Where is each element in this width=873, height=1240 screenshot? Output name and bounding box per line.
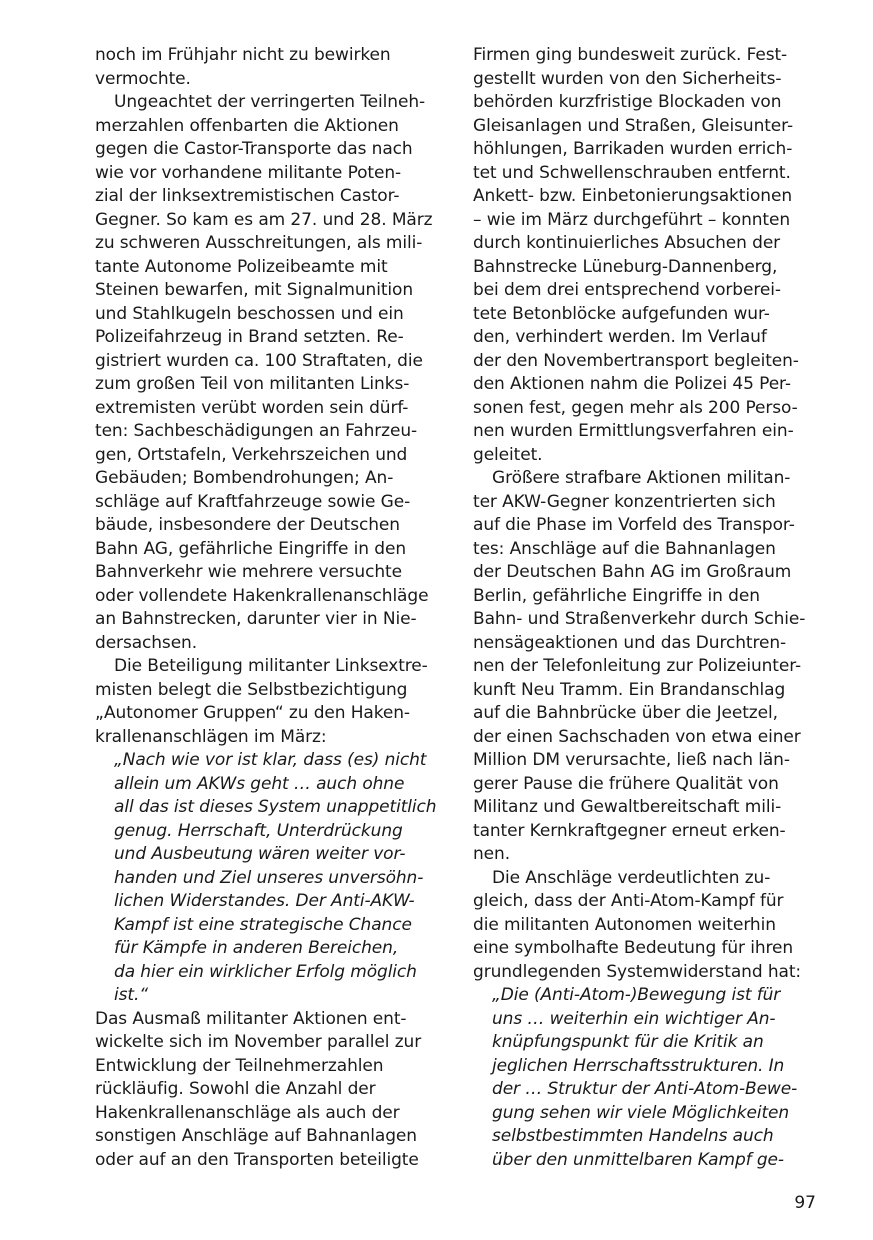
text-line: gerer Pause die frühere Qualität von — [473, 773, 779, 794]
text-line: Steinen bewarfen, mit Signalmunition — [95, 280, 414, 300]
text-line: Bahnstrecke Lüneburg-Dannenberg, — [473, 256, 778, 277]
text-line: extremisten verübt worden sein dürf- — [95, 397, 409, 418]
quote-line: genug. Herrschaft, Unterdrückung — [114, 820, 403, 841]
text-line: Bahnverkehr wie mehrere versuchte — [95, 562, 402, 582]
text-line: gistriert wurden ca. 100 Straftaten, die — [95, 350, 423, 371]
page-number: 97 — [794, 1193, 816, 1213]
text-line: eine symbolhafte Bedeutung für ihren — [473, 938, 794, 958]
right-text-column — [473, 44, 833, 1172]
text-line: zu schweren Ausschreitungen, als mili- — [95, 233, 423, 253]
text-line: gestellt wurden von den Sicherheits- — [473, 68, 782, 89]
text-line: Ankett- bzw. Einbetonierungsaktionen — [473, 186, 792, 206]
quote-line: selbstbestimmten Handelns auch — [492, 1126, 774, 1146]
text-line: merzahlen offenbarten die Aktionen — [95, 115, 399, 136]
text-line: gen, Ortstafeln, Verkehrszeichen und — [95, 444, 408, 465]
text-line: noch im Frühjahr nicht zu bewirken — [95, 45, 391, 65]
text-line: gegen die Castor-Transporte das nach — [95, 139, 413, 159]
text-line: gleich, dass der Anti-Atom-Kampf für — [473, 891, 784, 911]
text-line: den, verhindert werden. Im Verlauf — [473, 327, 767, 347]
text-line: Gegner. So kam es am 27. und 28. März — [95, 209, 433, 230]
text-line: Größere strafbare Aktionen militan- — [492, 468, 791, 488]
text-line: tante Autonome Polizeibeamte mit — [95, 256, 388, 277]
text-line: der Deutschen Bahn AG im Großraum — [473, 562, 792, 582]
text-line: tet und Schwellenschrauben entfernt. — [473, 162, 791, 183]
text-line: durch kontinuierliches Absuchen der — [473, 233, 781, 253]
text-line: Million DM verursachte, ließ nach län- — [473, 750, 790, 770]
text-line: zum großen Teil von militanten Links- — [95, 374, 410, 394]
text-line: die militanten Autonomen weiterhin — [473, 914, 776, 935]
text-line: Bahn AG, gefährliche Eingriffe in den — [95, 538, 406, 559]
text-line: misten belegt die Selbstbezichtigung — [95, 679, 408, 700]
quote-line: „Nach wie vor ist klar, dass (es) nicht — [114, 750, 427, 770]
text-line: bei dem drei entsprechend vorberei- — [473, 280, 781, 300]
left-text-column — [95, 44, 455, 1172]
text-line: schläge auf Kraftfahrzeuge sowie Ge- — [95, 491, 411, 512]
quote-line: der … Struktur der Anti-Atom-Bewe- — [492, 1079, 798, 1099]
text-line: Die Anschläge verdeutlichten zu- — [492, 867, 771, 888]
quote-line: ist.“ — [114, 985, 148, 1005]
text-line: „Autonomer Gruppen“ zu den Haken- — [95, 703, 410, 723]
quote-line: allein um AKWs geht … auch ohne — [114, 773, 405, 794]
text-line: vermochte. — [95, 68, 191, 89]
quote-line: handen und Ziel unseres unversöhn- — [114, 867, 424, 888]
text-line: oder auf an den Transporten beteiligte — [95, 1149, 419, 1170]
text-line: an Bahnstrecken, darunter vier in Nie- — [95, 609, 417, 629]
text-line: krallenanschlägen im März: — [95, 726, 327, 747]
text-line: tanter Kernkraftgegner erneut erken- — [473, 820, 786, 841]
text-line: dersachsen. — [95, 632, 198, 653]
quote-line: „Die (Anti-Atom-)Bewegung ist für — [492, 985, 781, 1005]
text-line: tes: Anschläge auf die Bahnanlagen — [473, 538, 776, 559]
text-line: höhlungen, Barrikaden wurden errich- — [473, 139, 793, 159]
text-line: grundlegenden Systemwiderstand hat: — [473, 961, 802, 982]
text-line: nen der Telefonleitung zur Polizeiunter- — [473, 656, 802, 676]
text-line: auf die Phase im Vorfeld des Transpor- — [473, 515, 795, 535]
text-line: Gebäuden; Bombendrohungen; An- — [95, 468, 394, 488]
text-line: Die Beteiligung militanter Linksextre- — [114, 656, 428, 676]
text-line: rückläufig. Sowohl die Anzahl der — [95, 1079, 376, 1099]
quote-line: und Ausbeutung wären weiter vor- — [114, 844, 406, 864]
quote-line: all das ist dieses System unappetitlich — [114, 797, 437, 817]
text-line: wie vor vorhandene militante Poten- — [95, 162, 402, 183]
quote-line: knüpfungspunkt für die Kritik an — [492, 1032, 764, 1052]
text-line: oder vollendete Hakenkrallenanschläge — [95, 585, 429, 606]
text-line: der den Novembertransport begleiten- — [473, 350, 799, 371]
text-line: Entwicklung der Teilnehmerzahlen — [95, 1055, 384, 1076]
text-line: behörden kurzfristige Blockaden von — [473, 92, 782, 112]
quote-line: jeglichen Herrschaftsstrukturen. In — [492, 1055, 785, 1076]
quote-line: da hier ein wirklicher Erfolg möglich — [114, 961, 417, 982]
text-line: Berlin, gefährliche Eingriffe in den — [473, 585, 760, 606]
text-line: Polizeifahrzeug in Brand setzten. Re- — [95, 327, 404, 347]
text-line: tete Betonblöcke aufgefunden wur- — [473, 303, 770, 324]
text-line: – wie im März durchgeführt – konnten — [473, 209, 791, 230]
text-line: Bahn- und Straßenverkehr durch Schie- — [473, 609, 806, 629]
quote-line: lichen Widerstandes. Der Anti-AKW- — [114, 891, 415, 911]
text-line: ter AKW-Gegner konzentrierten sich — [473, 491, 776, 512]
text-line: und Stahlkugeln beschossen und ein — [95, 303, 404, 324]
text-line: geleitet. — [473, 444, 543, 465]
quote-line: gung sehen wir viele Möglichkeiten — [492, 1102, 790, 1123]
text-line: nen wurden Ermittlungsverfahren ein- — [473, 421, 794, 441]
quote-line: uns … weiterhin ein wichtiger An- — [492, 1008, 776, 1029]
text-line: bäude, insbesondere der Deutschen — [95, 515, 400, 535]
quote-line: über den unmittelbaren Kampf ge- — [492, 1149, 784, 1170]
text-line: der einen Sachschaden von etwa einer — [473, 726, 801, 747]
text-line: ten: Sachbeschädigungen an Fahrzeu- — [95, 421, 418, 441]
text-line: zial der linksextremistischen Castor- — [95, 186, 400, 206]
text-line: Das Ausmaß militanter Aktionen ent- — [95, 1008, 407, 1029]
text-line: sonstigen Anschläge auf Bahnanlagen — [95, 1126, 417, 1146]
text-line: sonen fest, gegen mehr als 200 Perso- — [473, 397, 798, 418]
text-line: Firmen ging bundesweit zurück. Fest- — [473, 45, 788, 65]
quote-line: für Kämpfe in anderen Bereichen, — [114, 938, 399, 958]
text-line: wickelte sich im November parallel zur — [95, 1032, 422, 1052]
text-line: auf die Bahnbrücke über die Jeetzel, — [473, 703, 778, 723]
quote-line: Kampf ist eine strategische Chance — [114, 914, 412, 935]
text-line: Militanz und Gewaltbereitschaft mili- — [473, 797, 782, 817]
text-line: Hakenkrallenanschläge als auch der — [95, 1102, 400, 1123]
text-line: nensägeaktionen und das Durchtren- — [473, 632, 787, 653]
text-line: den Aktionen nahm die Polizei 45 Per- — [473, 374, 791, 394]
text-line: kunft Neu Tramm. Ein Brandanschlag — [473, 679, 786, 700]
text-line: Gleisanlagen und Straßen, Gleisunter- — [473, 115, 793, 136]
text-line: nen. — [473, 844, 511, 864]
text-line: Ungeachtet der verringerten Teilneh- — [114, 92, 426, 112]
